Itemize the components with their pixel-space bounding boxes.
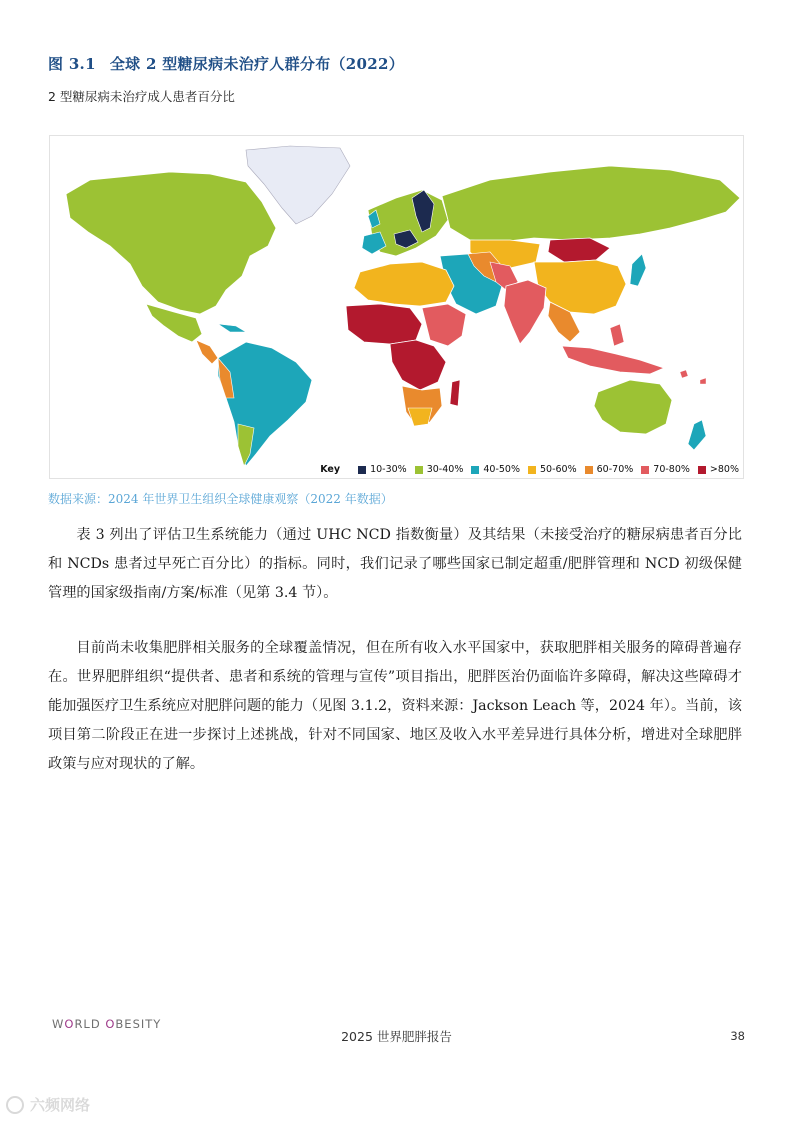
region-central-africa — [390, 340, 446, 390]
region-indonesia — [562, 346, 664, 374]
legend-label: 40-50% — [483, 464, 520, 475]
legend-swatch — [358, 466, 366, 474]
figure-source: 数据来源：2024 年世界卫生组织全球健康观察（2022 年数据） — [48, 492, 393, 506]
region-china — [534, 260, 626, 314]
map-legend — [320, 464, 739, 475]
paragraph-text: 目前尚未收集肥胖相关服务的全球覆盖情况，但在所有收入水平国家中，获取肥胖相关服务的障碍普遍存在。世界肥胖组织“提供者、患者和系统的管理与宣传”项目指出，肥胖医治仍面临许多障碍，解决这些障碍才能加强医疗卫生系统应对肥胖问题的能力（见图 3.1.2，资料来源：Jackson Leach 等，2024 年）。当前，该项目第二阶段正在进一步探讨上述挑战，针对不同国家、地区及收入水平差异进行具体分析，增进对全球肥胖政策与应对现状的了解。 — [48, 640, 742, 772]
region-philippines — [610, 324, 624, 346]
legend-label: >80% — [709, 464, 739, 475]
legend-item — [641, 464, 690, 475]
legend-swatch — [415, 466, 423, 474]
region-japan — [630, 254, 646, 286]
region-australia — [594, 380, 672, 434]
legend-item — [698, 464, 739, 475]
watermark — [6, 1094, 90, 1115]
world-map — [50, 136, 743, 478]
legend-item — [358, 464, 407, 475]
body-paragraph-1 — [48, 521, 742, 608]
region-new-zealand — [688, 420, 706, 450]
legend-item — [471, 464, 520, 475]
logo-text: O — [64, 1017, 75, 1031]
legend-item — [415, 464, 464, 475]
page-number: 38 — [730, 1029, 745, 1043]
figure-number: 图 3.1 — [48, 55, 96, 73]
region-south-africa-band — [408, 408, 432, 426]
logo-text: BESITY — [115, 1017, 162, 1031]
legend-swatch — [585, 466, 593, 474]
legend-swatch — [641, 466, 649, 474]
region-madagascar — [450, 380, 460, 406]
figure-title: 全球 2 型糖尿病未治疗人群分布（2022） — [109, 55, 405, 73]
region-east-africa — [422, 304, 466, 346]
footer-report-title: 2025 世界肥胖报告 — [341, 1029, 452, 1044]
watermark-text: 六频网络 — [30, 1096, 91, 1114]
legend-label: 60-70% — [596, 464, 634, 475]
paragraph-text: 表 3 列出了评估卫生系统能力（通过 UHC NCD 指数衡量）及其结果（未接受治疗的糖尿病患者百分比和 NCDs 患者过早死亡百分比）的指标。同时，我们记录了哪些国家已制定超重/肥胖管理和 NCD 初级保健管理的国家级指南/方案/标准（见第 3.4 节）。 — [48, 527, 742, 601]
region-south-america — [218, 342, 312, 466]
figure-title-block — [48, 53, 404, 74]
region-central-america — [196, 340, 218, 364]
figure-subtitle: 2 型糖尿病未治疗成人患者百分比 — [48, 89, 235, 104]
world-map-figure — [49, 135, 744, 479]
legend-label: 30-40% — [426, 464, 464, 475]
legend-swatch — [528, 466, 536, 474]
region-india — [504, 280, 546, 344]
region-russia — [442, 166, 740, 242]
region-caribbean — [218, 324, 246, 332]
region-pacific-islands — [680, 370, 706, 384]
legend-swatch — [698, 466, 706, 474]
legend-label: 10-30% — [370, 464, 407, 475]
legend-swatch — [471, 466, 479, 474]
region-mongolia — [548, 238, 610, 262]
watermark-icon — [6, 1096, 24, 1114]
logo-text: RLD — [74, 1017, 106, 1031]
region-west-africa — [346, 304, 422, 344]
legend-label: 70-80% — [653, 464, 690, 475]
legend-item — [528, 464, 577, 475]
region-north-america — [66, 172, 276, 314]
region-north-africa — [354, 262, 454, 306]
logo-text: O — [105, 1017, 116, 1031]
legend-label: 50-60% — [540, 464, 577, 475]
logo-text: W — [52, 1017, 65, 1031]
body-paragraph-2 — [48, 634, 742, 779]
legend-item — [585, 464, 634, 475]
legend-key-label: Key — [320, 464, 341, 475]
